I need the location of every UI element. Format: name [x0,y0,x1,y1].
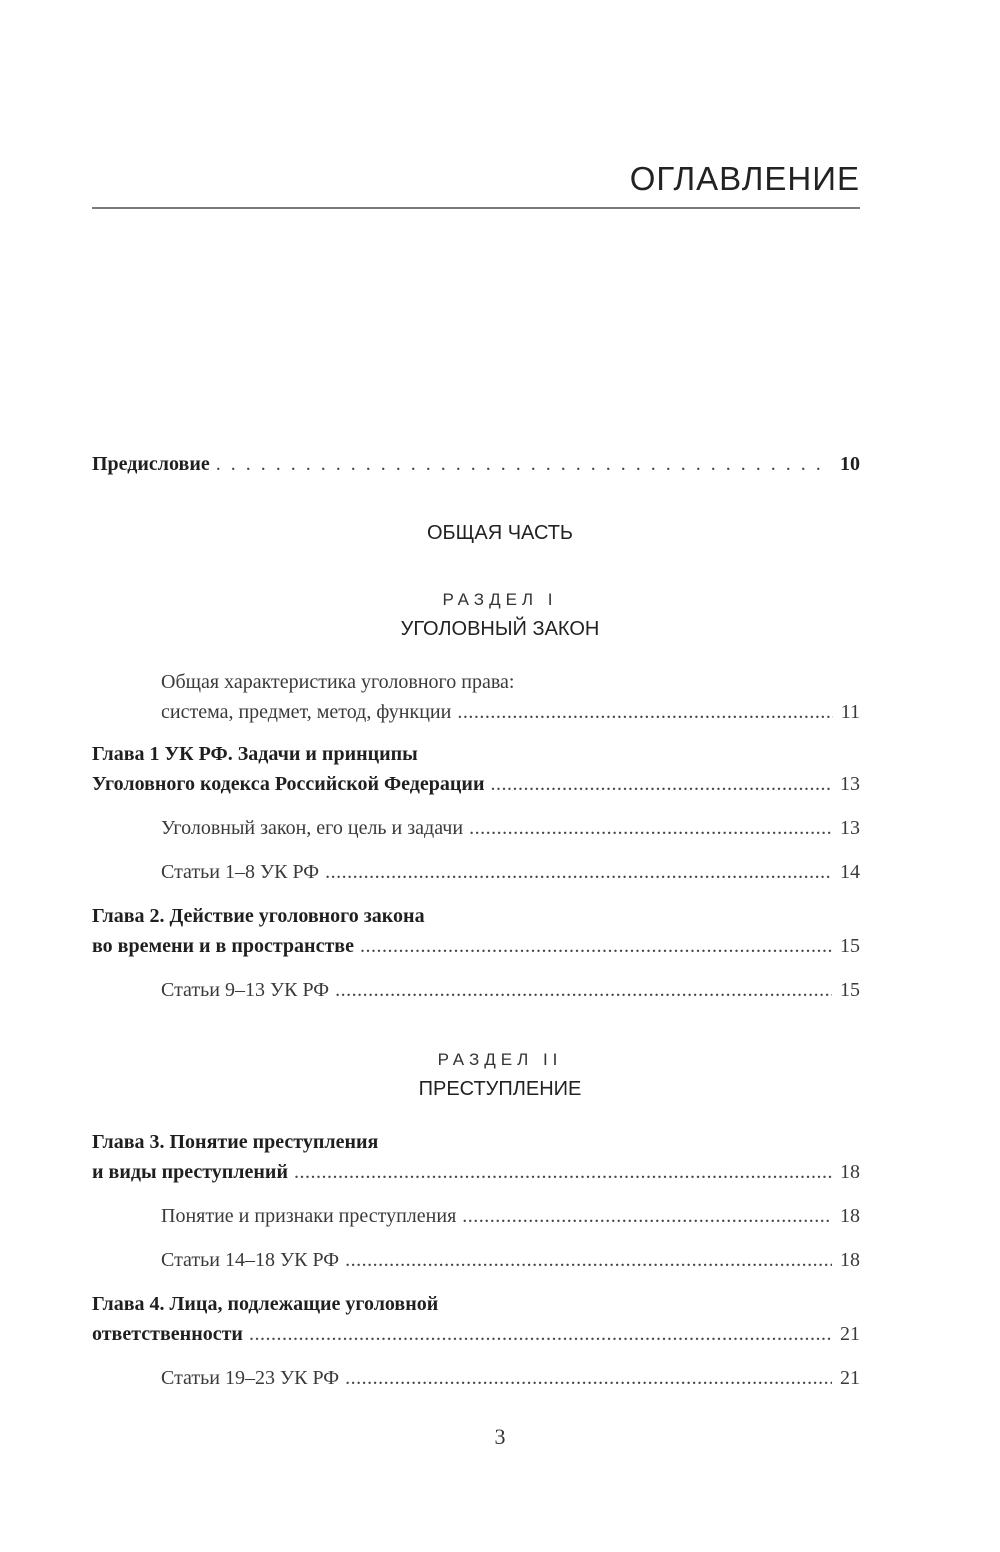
toc-page-number: 10 [840,453,860,475]
toc-entry[interactable] [161,1248,860,1272]
toc-entry[interactable] [161,1366,860,1390]
toc-chapter-line1[interactable]: Глава 2. Действие уголовного закона [92,905,425,927]
section-label: РАЗДЕЛ II [437,1050,563,1069]
leader-dots [490,772,832,796]
leader-dots [325,860,832,884]
toc-chapter-line1[interactable]: Глава 1 УК РФ. Задачи и принципы [92,743,418,765]
leader-dots [294,1160,832,1184]
toc-entry-label: Статьи 14–18 УК РФ [161,1249,340,1271]
toc-entry-preface[interactable] [92,452,860,476]
footer-page-number: 3 [494,1424,506,1449]
leader-dots [335,978,832,1002]
toc-page-number: 18 [840,1249,860,1271]
leader-dots [249,1322,832,1346]
toc-entry-label: ответственности [92,1323,243,1345]
leader-dots [345,1248,832,1272]
toc-entry-label: система, предмет, метод, функции [161,701,452,723]
toc-entry-label: Уголовный закон, его цель и задачи [161,817,464,839]
toc-chapter[interactable] [92,1160,860,1184]
toc-entry-label: Предисловие [92,453,210,475]
toc-chapter-line1[interactable]: Глава 3. Понятие преступления [92,1131,379,1153]
toc-page-number: 13 [840,773,860,795]
toc-entry[interactable] [161,1204,860,1228]
toc-chapter-line1[interactable]: Глава 4. Лица, подлежащие уголовной [92,1293,439,1315]
toc-entry-label: во времени и в пространстве [92,935,354,957]
section-title: ПРЕСТУПЛЕНИЕ [418,1078,582,1100]
toc-page-number: 18 [840,1161,860,1183]
toc-entry-label: Статьи 9–13 УК РФ [161,979,330,1001]
part-heading: ОБЩАЯ ЧАСТЬ [426,522,574,544]
leader-dots [216,452,832,476]
toc-entry[interactable] [161,700,860,724]
toc-page-number: 15 [840,935,860,957]
section-title: УГОЛОВНЫЙ ЗАКОН [400,618,600,640]
toc-page-number: 15 [840,979,860,1001]
leader-dots [345,1366,832,1390]
toc-entry-label: Статьи 19–23 УК РФ [161,1367,340,1389]
leader-dots [462,1204,832,1228]
leader-dots [457,700,832,724]
toc-entry-label: и виды преступлений [92,1161,288,1183]
title-divider [92,207,860,209]
section-label: РАЗДЕЛ I [442,590,558,609]
toc-page-number: 14 [840,861,860,883]
toc-page-number: 13 [840,817,860,839]
toc-chapter[interactable] [92,1322,860,1346]
toc-page-number: 18 [840,1205,860,1227]
toc-entry-line1[interactable]: Общая характеристика уголовного права: [161,671,515,693]
toc-page-number: 21 [840,1323,860,1345]
toc-entry-label: Статьи 1–8 УК РФ [161,861,320,883]
toc-entry[interactable] [161,860,860,884]
toc-entry[interactable] [161,816,860,840]
toc-page-number: 11 [840,701,860,723]
toc-entry-label: Понятие и признаки преступления [161,1205,457,1227]
toc-entry[interactable] [161,978,860,1002]
toc-page-number: 21 [840,1367,860,1389]
toc-chapter[interactable] [92,772,860,796]
toc-chapter[interactable] [92,934,860,958]
leader-dots [469,816,832,840]
toc-entry-label: Уголовного кодекса Российской Федерации [92,773,485,795]
leader-dots [360,934,832,958]
page-title: ОГЛАВЛЕНИЕ [629,160,860,197]
